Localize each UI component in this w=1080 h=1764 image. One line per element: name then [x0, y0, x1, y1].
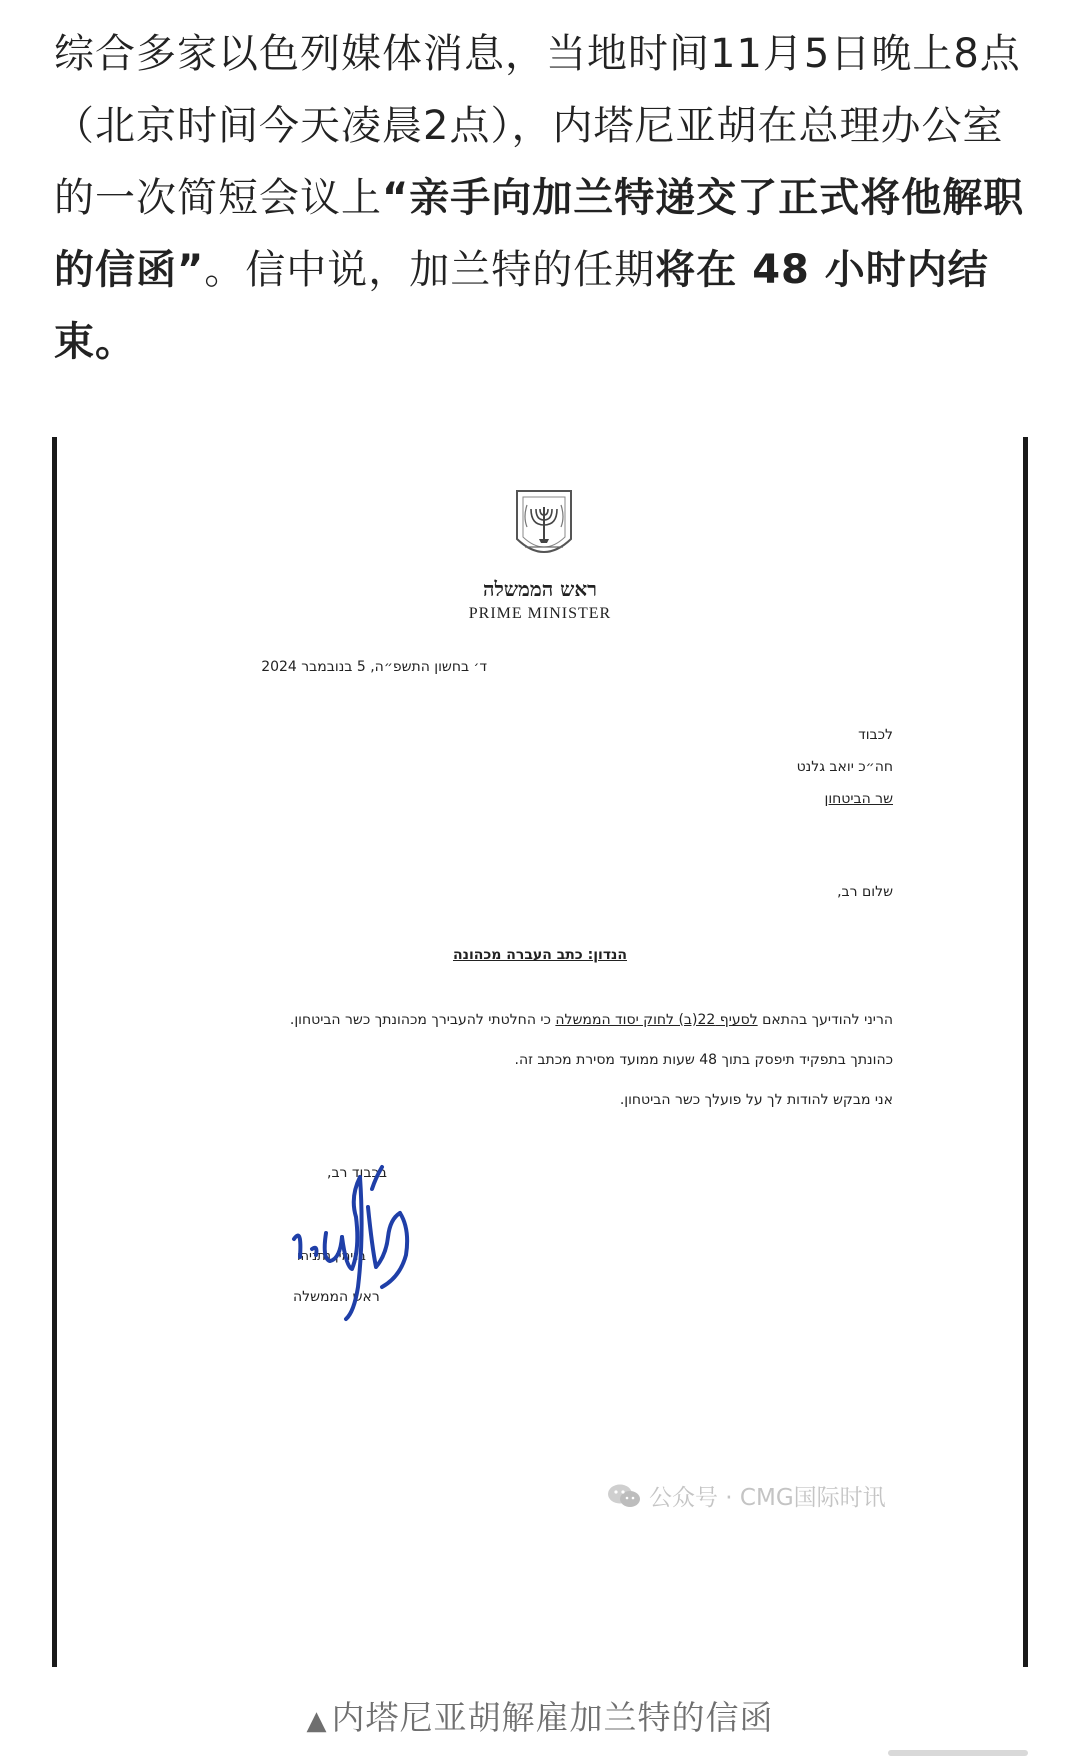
caption-text: 内塔尼亚胡解雇加兰特的信函: [331, 1698, 774, 1737]
recipient-title: שר הביטחון: [824, 791, 893, 807]
handwritten-signature-icon: [282, 1137, 432, 1327]
recipient-name: חה״כ יואב גלנט: [796, 759, 893, 775]
body-line-1-end: כי החלטתי להעבירך מכהונתך כשר הביטחון.: [289, 1012, 551, 1028]
article-text-plain: 综合多家以色列媒体消息，当地时间11月5日晚上8点（北京时间今天凌晨2点），内塔尼亚胡在总理办公室的一次简短会议上: [54, 31, 1021, 221]
letter-body-line-1: [290, 1012, 893, 1028]
letter-subject: הנדון: כתב העברה מכהונה: [452, 947, 628, 963]
article-bold-quote: “亲手向加兰特递交了正式将他解职的信函”: [54, 175, 1025, 293]
letter-image[interactable]: [52, 437, 1028, 1667]
article-paragraph: [54, 18, 1029, 378]
wechat-icon: [607, 1483, 641, 1509]
body-line-1-start: הריני להודיעך בהתאם: [762, 1012, 893, 1028]
letter-signoff: בכבוד רב,: [327, 1165, 387, 1181]
letter-body-line-3: אני מבקש להודות לך על פועלך כשר הביטחון.: [619, 1092, 893, 1108]
watermark: [607, 1479, 886, 1512]
signer-name: בנימין נתניהו: [297, 1249, 366, 1264]
article-bold-tail: 将在 48 小时内结束。: [54, 247, 989, 365]
article-text-middle: 。信中说，加兰特的任期: [204, 247, 656, 293]
watermark-text: 公众号 · CMG国际时讯: [649, 1485, 886, 1511]
letterhead-english-title: PRIME MINISTER: [468, 605, 612, 622]
law-reference: לסעיף 22(ב) לחוק יסוד הממשלה: [555, 1012, 758, 1028]
letter-body-line-2: כהונתך בתפקיד תיפסק בתוך 48 שעות ממועד מסירת מכתב זה.: [514, 1052, 893, 1068]
letter-greeting: שלום רב,: [837, 884, 893, 900]
menorah-emblem-icon: [509, 487, 579, 567]
signer-title: ראש הממשלה: [293, 1289, 380, 1305]
image-caption: [0, 1692, 1080, 1739]
letter-date: ד׳ בחשון התשפ״ה, 5 בנובמבר 2024: [261, 659, 487, 675]
recipient-salutation: לכבוד: [858, 727, 893, 743]
triangle-up-icon: ▲: [306, 1706, 328, 1736]
letterhead-hebrew-title: ראש הממשלה: [482, 577, 598, 601]
scroll-indicator: [888, 1750, 1028, 1756]
